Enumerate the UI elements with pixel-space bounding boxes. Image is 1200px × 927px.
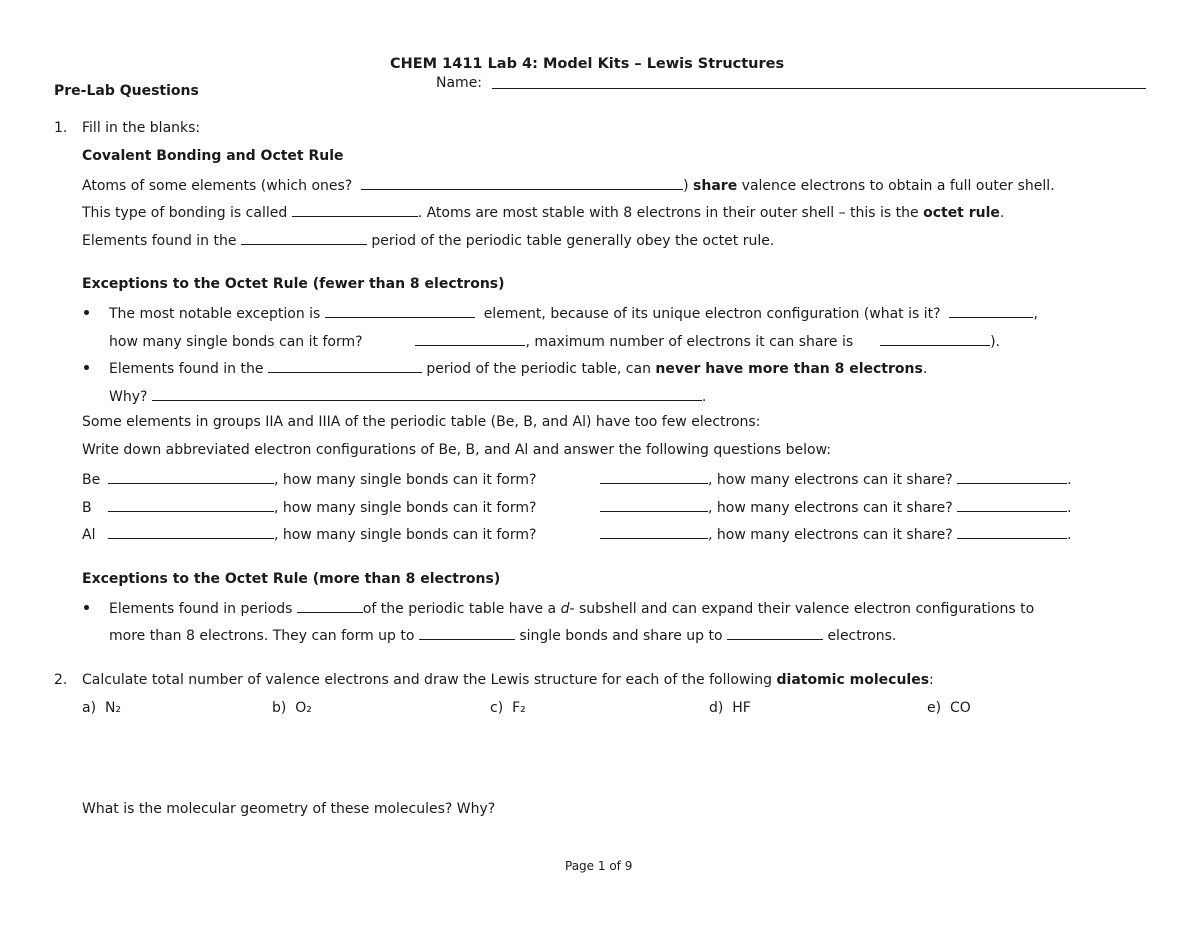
write-down-text: Write down abbreviated electron configurations of Be, B, and Al and answer the following questions below: (82, 442, 831, 458)
name-field[interactable] (492, 74, 1146, 89)
period-blank-1[interactable] (241, 230, 367, 245)
bonds-blank-b[interactable] (600, 497, 708, 512)
which-elements-blank[interactable] (361, 175, 683, 190)
share-blank-al[interactable] (957, 524, 1067, 539)
some-elements-text: Some elements in groups IIA and IIIA of the periodic table (Be, B, and Al) have too few electrons: (82, 414, 761, 430)
covalent-line-3: Elements found in the period of the periodic table generally obey the octet rule. (82, 230, 774, 250)
bonds-up-to-blank[interactable] (419, 625, 515, 640)
question-2-prompt: Calculate total number of valence electrons and draw the Lewis structure for each of the following diatomic molecules: (82, 672, 934, 688)
bullet-icon (84, 310, 89, 315)
molecule-a: a) N₂ (82, 700, 122, 716)
periods-blank[interactable] (297, 598, 363, 613)
question-1-prompt: Fill in the blanks: (82, 120, 201, 136)
fewer-bullet-1: The most notable exception is element, because of its unique electron configuration (what is it? , (109, 303, 1038, 323)
config-blank-b[interactable] (108, 497, 274, 512)
section-title: Pre-Lab Questions (54, 83, 199, 99)
molecule-d: d) HF (709, 700, 751, 716)
configuration-blank[interactable] (949, 303, 1033, 318)
molecule-b: b) O₂ (272, 700, 312, 716)
fewer-bullet-2: Elements found in the period of the periodic table, can never have more than 8 electrons. (109, 358, 927, 378)
element-row-al: Al , how many single bonds can it form? , how many electrons can it share? . (82, 524, 1102, 544)
bullet-icon (84, 365, 89, 370)
question-1-number: 1. (54, 120, 68, 136)
bonds-blank-al[interactable] (600, 524, 708, 539)
more-bullet-1: Elements found in periods of the periodic table have a d- subshell and can expand their valence electron configurations to (109, 598, 1034, 618)
bonds-blank-be[interactable] (600, 469, 708, 484)
share-blank-be[interactable] (957, 469, 1067, 484)
name-label: Name: (436, 75, 483, 91)
exception-element-blank[interactable] (325, 303, 475, 318)
document-title: CHEM 1411 Lab 4: Model Kits – Lewis Structures (390, 56, 785, 72)
covalent-heading: Covalent Bonding and Octet Rule (82, 148, 344, 164)
period-blank-2[interactable] (268, 358, 422, 373)
molecule-c: c) F₂ (490, 700, 526, 716)
max-electrons-blank[interactable] (880, 331, 990, 346)
config-blank-be[interactable] (108, 469, 274, 484)
single-bonds-blank[interactable] (415, 331, 525, 346)
why-blank[interactable] (152, 386, 702, 401)
page-number: Page 1 of 9 (565, 859, 633, 873)
more-heading: Exceptions to the Octet Rule (more than 8 electrons) (82, 571, 501, 587)
bonding-type-blank[interactable] (292, 202, 418, 217)
electrons-up-to-blank[interactable] (727, 625, 823, 640)
geometry-question: What is the molecular geometry of these molecules? Why? (82, 801, 496, 817)
fewer-heading: Exceptions to the Octet Rule (fewer than 8 electrons) (82, 276, 505, 292)
question-2-number: 2. (54, 672, 68, 688)
more-bullet-1-cont: more than 8 electrons. They can form up to single bonds and share up to electrons. (109, 625, 896, 645)
element-row-b: B , how many single bonds can it form? , how many electrons can it share? . (82, 497, 1102, 517)
covalent-line-2: This type of bonding is called . Atoms are most stable with 8 electrons in their outer shell – this is the octet rule. (82, 202, 1004, 222)
share-blank-b[interactable] (957, 497, 1067, 512)
element-row-be: Be , how many single bonds can it form? , how many electrons can it share? . (82, 469, 1102, 489)
bullet-icon (84, 605, 89, 610)
why-line: Why? . (109, 386, 706, 406)
molecule-e: e) CO (927, 700, 971, 716)
config-blank-al[interactable] (108, 524, 274, 539)
fewer-bullet-1-cont: how many single bonds can it form? , maximum number of electrons it can share is ). (109, 331, 1000, 351)
covalent-line-1: Atoms of some elements (which ones? ) share valence electrons to obtain a full outer shell. (82, 175, 1055, 195)
